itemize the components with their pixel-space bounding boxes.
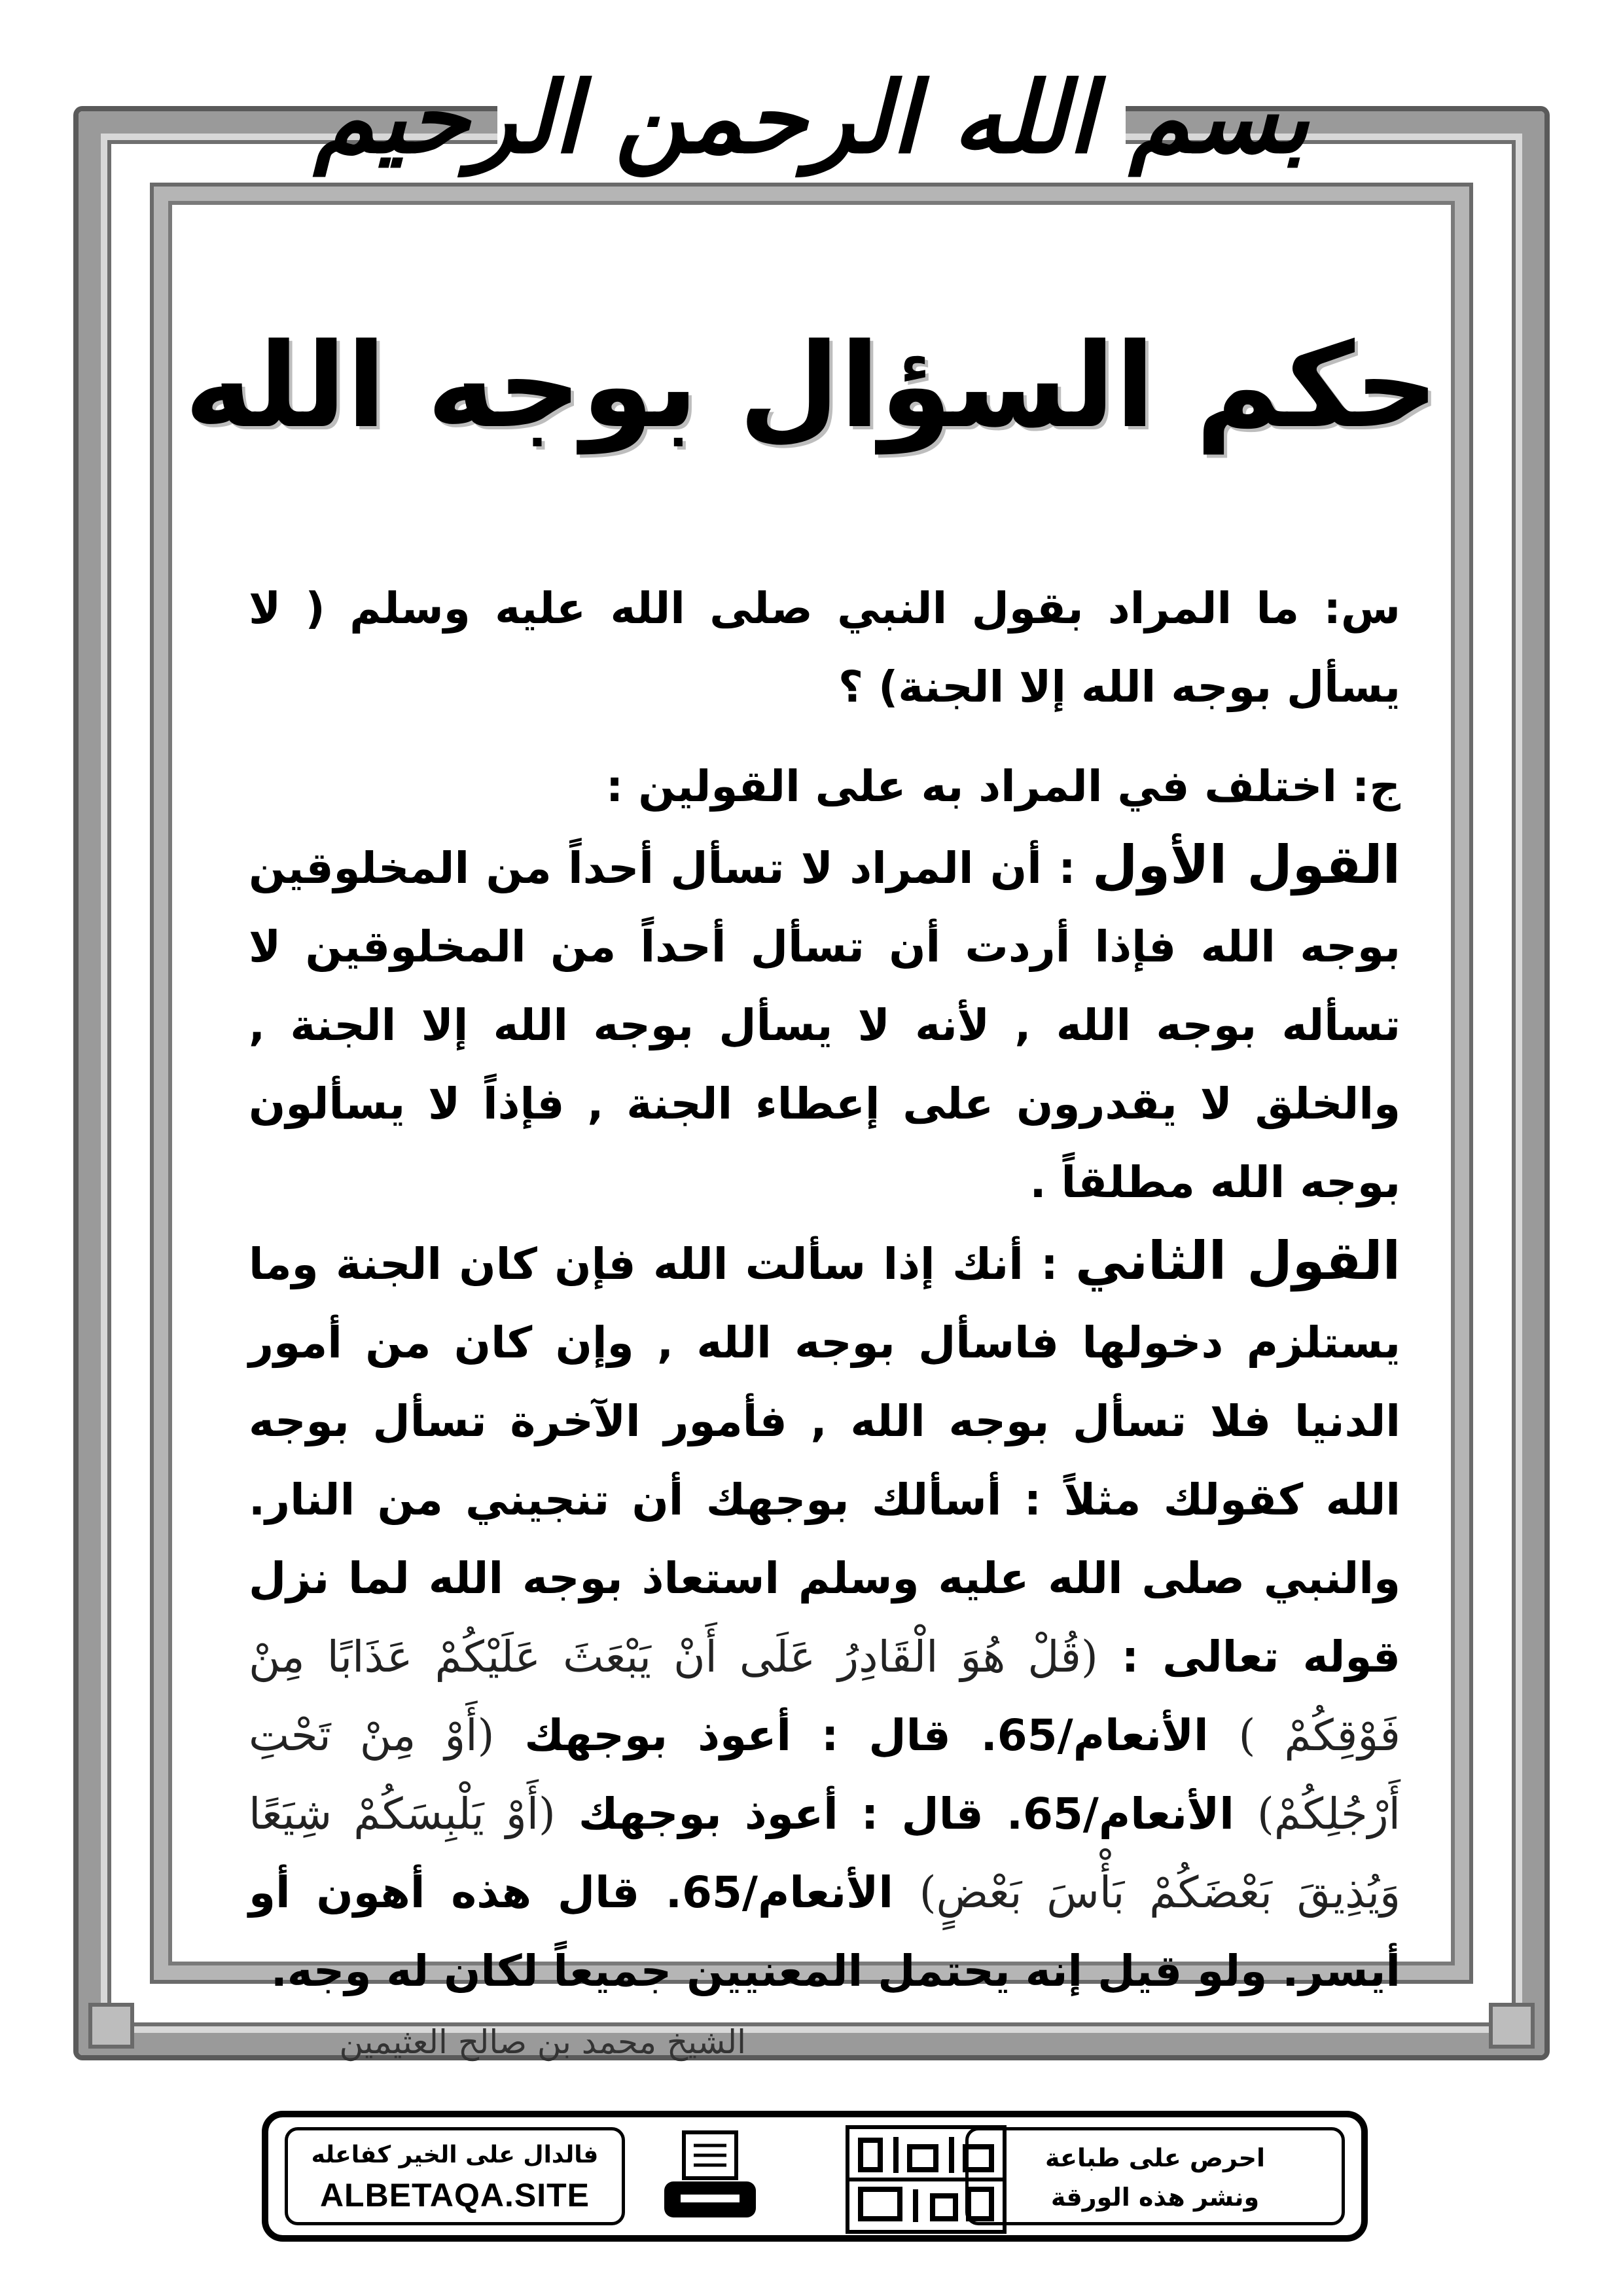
second-opinion (249, 1222, 1400, 2011)
footer-banner (262, 2111, 1368, 2242)
fatwa-content (249, 569, 1400, 2011)
second-opinion-label: القول الثاني (1075, 1230, 1401, 1291)
first-opinion (249, 826, 1400, 1222)
verse-reference: الأنعام/65. قال : أعوذ بوجهك (555, 1789, 1258, 1839)
footer-proverb: فالدال على الخير كفاعله (311, 2142, 599, 2168)
first-opinion-label: القول الأول (1092, 834, 1400, 895)
page-title: حكم السؤال بوجه الله (184, 318, 1439, 454)
basmala-calligraphy: بسم الله الرحمن الرحيم (313, 60, 1310, 175)
site-link[interactable]: ALBETAQA.SITE (319, 2177, 590, 2214)
footer-print-line1: احرص على طباعة (1044, 2144, 1266, 2172)
second-opinion-text: : أنك إذا سألت الله فإن كان الجنة وما يستلزم دخولها فاسأل بوجه الله , وإن كان من أمور الدنيا فلا تسأل بوجه الله , فأمور الآخرة تسأل بوجه الله كقولك مثلاً : أسألك بوجهك أن تنجيني من النار. والنبي صلى الله عليه وسلم استعاذ بوجه الله لما نزل قوله تعالى : (249, 1239, 1401, 1682)
question: س: ما المراد بقول النبي صلى الله عليه وسلم ( لا يسأل بوجه الله إلا الجنة) ؟ (249, 583, 1400, 712)
footer-print-box (965, 2127, 1345, 2225)
answer-intro: ج: اختلف في المراد به على القولين : (605, 761, 1400, 812)
quran-verse: (أَوْ مِنْ تَحْتِ أَرْجُلِكُمْ) (249, 1710, 1400, 1839)
footer-site-box (285, 2127, 625, 2225)
footer-print-line2: ونشر هذه الورقة (1050, 2183, 1260, 2212)
quran-verse: (أَوْ يَلْبِسَكُمْ شِيَعًا وَيُذِيقَ بَعْضَكُمْ بَأْسَ بَعْضٍ) (249, 1789, 1401, 1918)
printer-icon (661, 2129, 759, 2234)
verse-reference: الأنعام/65. قال : أعوذ بوجهك (494, 1710, 1239, 1761)
frame-corner (1489, 2003, 1535, 2049)
author-name: الشيخ محمد بن صالح العثيمين (339, 2023, 746, 2061)
quran-verse: (قُلْ هُوَ الْقَادِرُ عَلَى أَنْ يَبْعَثَ عَلَيْكُمْ عَذَابًا مِنْ فَوْقِكُمْ ) (249, 1632, 1400, 1761)
frame-corner (88, 2003, 134, 2049)
verse-reference: الأنعام/65. قال هذه أهون أو أيسر. ولو قيل إنه يحتمل المعنيين جميعاً لكان له وجه. (249, 1867, 1400, 1996)
first-opinion-text: : أن المراد لا تسأل أحداً من المخلوقين بوجه الله فإذا أردت أن تسأل أحداً من المخلوقين لا تسأله بوجه الله , لأنه لا يسأل بوجه الله إلا الجنة , والخلق لا يقدرون على إعطاء الجنة , فإذاً لا يسألون بوجه الله مطلقاً . (249, 843, 1400, 1208)
